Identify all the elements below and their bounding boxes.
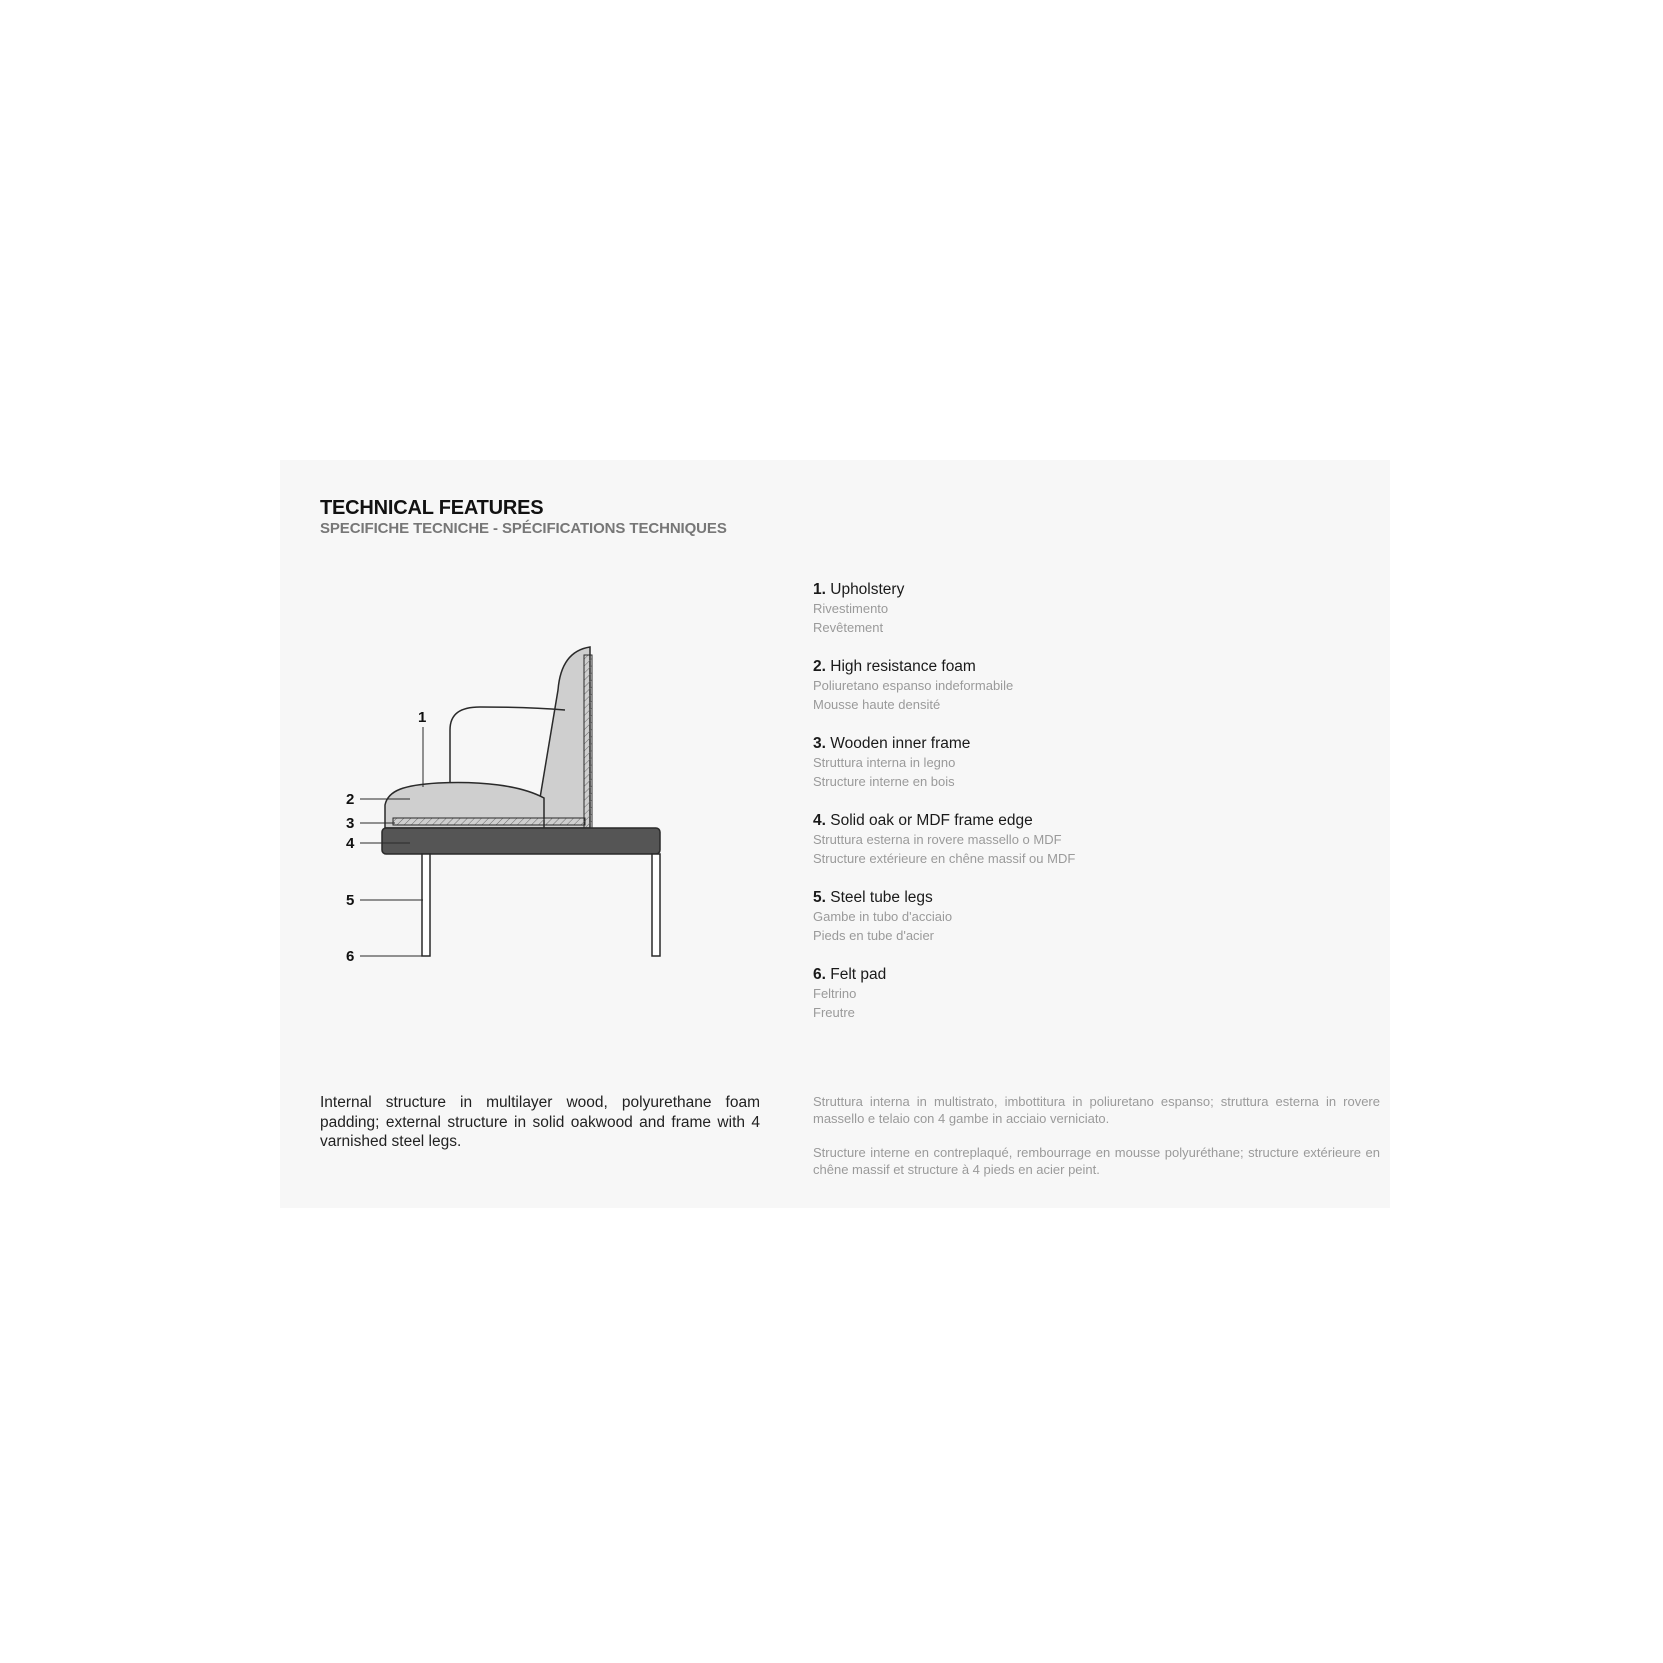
callout-5: 5	[346, 892, 355, 909]
feature-label-en: Felt pad	[830, 966, 887, 983]
feature-item	[813, 657, 1333, 734]
feature-item	[813, 734, 1333, 811]
feature-label-it: Struttura interna in legno	[813, 755, 956, 770]
feature-item	[813, 811, 1333, 888]
callout-1: 1	[418, 709, 427, 726]
description-en: Internal structure in multilayer wood, polyurethane foam padding; external structure in solid oakwood and frame with 4 varnished steel legs.	[320, 1094, 760, 1150]
feature-label-fr: Structure extérieure en chêne massif ou MDF	[813, 850, 1076, 866]
frame-edge	[382, 828, 660, 854]
feature-item	[813, 965, 1333, 1042]
backrest-inner-frame	[584, 655, 592, 828]
feature-label-en: Solid oak or MDF frame edge	[830, 812, 1033, 829]
feature-label-en: High resistance foam	[830, 658, 976, 675]
feature-label-fr: Revêtement	[813, 619, 884, 635]
description-it: Struttura interna in multistrato, imbottitura in poliuretano espanso; struttura esterna in rovere massello e telaio con 4 gambe in acciaio verniciato.	[813, 1094, 1380, 1126]
section-subtitle: SPECIFICHE TECNICHE - SPÉCIFICATIONS TECHNIQUES	[320, 520, 727, 537]
feature-label-fr: Pieds en tube d'acier	[813, 927, 935, 943]
callout-3: 3	[346, 815, 355, 832]
feature-label-it: Rivestimento	[813, 601, 889, 616]
front-leg	[422, 854, 430, 956]
chair-cross-section-diagram	[330, 630, 700, 970]
feature-label-it: Gambe in tubo d'acciaio	[813, 909, 953, 924]
feature-label-en: Wooden inner frame	[830, 735, 971, 752]
feature-number: 4.	[813, 812, 826, 829]
seat-inner-frame	[393, 818, 585, 825]
feature-label-en: Upholstery	[830, 581, 905, 598]
callout-2: 2	[346, 791, 355, 808]
feature-item	[813, 580, 1333, 657]
back-leg	[652, 854, 660, 956]
description-fr: Structure interne en contreplaqué, rembourrage en mousse polyuréthane; structure extérieure en chêne massif et structure à 4 pieds en acier peint.	[813, 1145, 1380, 1177]
feature-list	[813, 580, 1333, 1042]
feature-label-it: Poliuretano espanso indeformabile	[813, 678, 1014, 693]
feature-number: 6.	[813, 966, 826, 983]
feature-number: 3.	[813, 735, 826, 752]
feature-label-fr: Freutre	[813, 1004, 855, 1020]
feature-number: 1.	[813, 581, 826, 598]
feature-label-en: Steel tube legs	[830, 889, 933, 906]
feature-label-it: Feltrino	[813, 986, 857, 1001]
callout-6: 6	[346, 948, 355, 965]
feature-label-it: Struttura esterna in rovere massello o MDF	[813, 832, 1062, 847]
section-title: TECHNICAL FEATURES	[320, 497, 544, 519]
feature-number: 2.	[813, 658, 826, 675]
feature-item	[813, 888, 1333, 965]
callout-4: 4	[346, 835, 355, 852]
feature-label-fr: Mousse haute densité	[813, 696, 941, 712]
feature-label-fr: Structure interne en bois	[813, 773, 955, 789]
feature-number: 5.	[813, 889, 826, 906]
